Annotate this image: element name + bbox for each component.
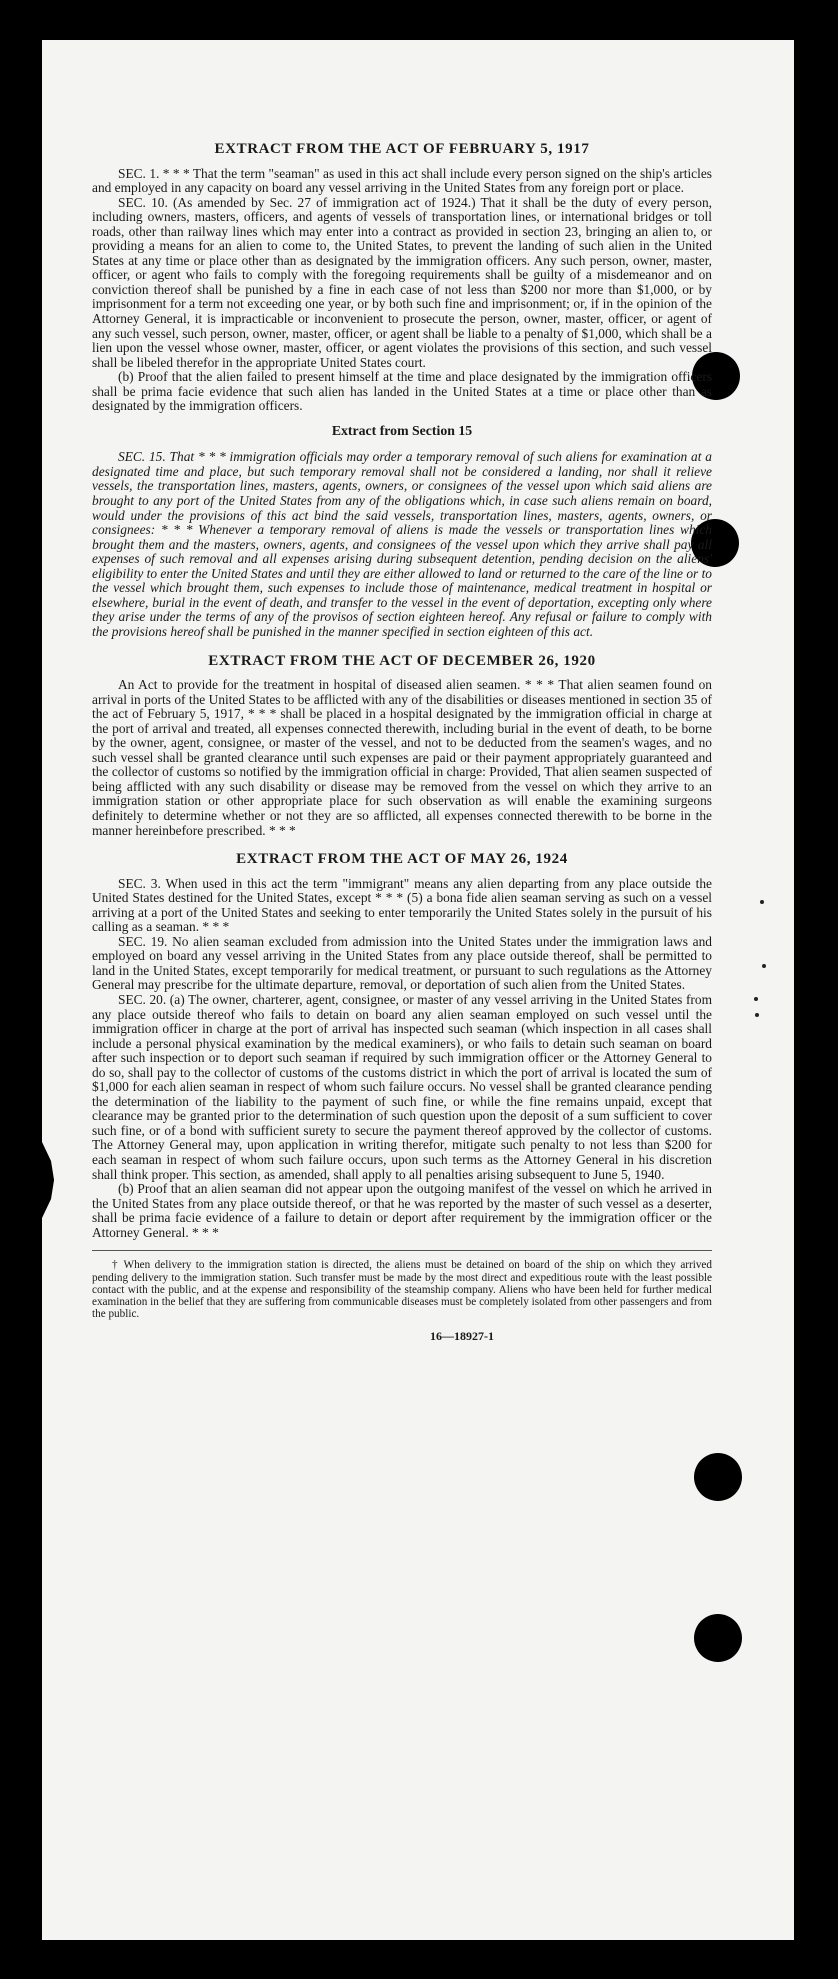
paragraph-sec15: SEC. 15. That * * * immigration officials may order a temporary removal of such aliens for examination at a designated time and place, but such temporary removal shall not be considered a landing, nor shall it relieve vessels, the transportation lines, masters, agents, owners, or consignees of the vessel upon which said aliens are brought to any port of the United States from any of the obligations which, in case such aliens remain on board, would under the provisions of this act bind the said vessels, transportation lines, masters, agents, owners, or consignees: * * * Whenever a temporary removal of aliens is made the vessels or transportation lines which brought them and the masters, owners, agents, and consignees of the vessel upon which they arrive shall pay all expenses of such removal and all expenses arising during subsequent detention, pending decision on the aliens' eligibility to enter the United States and until they are either allowed to land or returned to the care of the line or to the vessel which brought them, such expenses to include those of maintenance, medical treatment in hospital or elsewhere, burial in the event of death, and transfer to the vessel in the event of deportation, excepting only where they arise under the terms of any of the provisos of section eighteen hereof. Any refusal or failure to comply with the provisions hereof shall be punished in the manner specified in section eighteen of this act. [92,449,712,639]
footnote-text: † When delivery to the immigration station is directed, the aliens must be detained on board of the ship on which they arrived pending delivery to the immigration station. Such transfer must be made by the most direct and expeditious route with the least possible contact with the public, and at the expense and responsibility of the steamship company. Aliens who have been held for further medical examination in the belief that they are suffering from communicable diseases must be completely isolated from other passengers and from the public. [92,1259,712,1321]
scan-speck [760,900,764,904]
scan-speck [762,964,766,968]
paragraph-1924-sec19: SEC. 19. No alien seaman excluded from admission into the United States under the immigration laws and employed on board any vessel arriving in the United States from any place outside thereof, shall be permitted to land in the United States, except temporarily for medical treatment, or pursuant to such regulations as the Attorney General may prescribe for the ultimate departure, removal, or deportation of such alien from the United States. [92,933,712,993]
section-title-1917: EXTRACT FROM THE ACT OF FEBRUARY 5, 1917 [214,141,590,157]
paragraph-1924-sec20a: SEC. 20. (a) The owner, charterer, agent, consignee, or master of any vessel arriving in the United States from any place outside thereof who fails to detain on board any alien seaman employed on such vessel until the immigration officer in charge at the port of arrival has inspected such seaman (which inspection in all cases shall include a personal physical examination by the medical examiners), or who fails to detain such seaman on board after such inspection or to deport such seaman if required by such immigration officer or the Attorney General to do so, shall pay to the collector of customs of the customs district in which the port of arrival is located the sum of $1,000 for each alien seaman in respect of whom such failure occurs. No vessel shall be granted clearance pending the determination of the liability to the payment of such fine, or while the fine remains unpaid, except that clearance may be granted prior to the determination of such question upon the deposit of a sum sufficient to cover such fine, or of a bond with sufficient surety to secure the payment thereof approved by the collector of customs. The Attorney General may, upon application in writing therefor, mitigate such penalty to not less than $200 for each seaman in respect of whom such failure occurs, upon such terms as the Attorney General in his discretion shall think proper. This section, as amended, shall apply to all penalties arising subsequent to June 5, 1940. [92,991,712,1182]
punch-hole [694,1614,742,1662]
paragraph-1917-sec1: SEC. 1. * * * That the term "seaman" as used in this act shall include every person signed on the ship's articles and employed in any capacity on board any vessel arriving in the United States from any foreign port or place. [92,165,712,196]
scan-speck [754,997,758,1001]
paragraph-1924-sec3: SEC. 3. When used in this act the term "immigrant" means any alien departing from any place outside the United States destined for the United States, except * * * (5) a bona fide alien seaman serving as such on a vessel arriving at a port of the United States and seeking to enter temporarily the United States solely in the pursuit of his calling as a seaman. * * * [92,875,712,935]
paragraph-1920: An Act to provide for the treatment in hospital of diseased alien seamen. * * * That alien seamen found on arrival in ports of the United States to be afflicted with any of the disabilities or diseases mentioned in section 35 of the act of February 5, 1917, * * * shall be placed in a hospital designated by the immigration official in charge at the port of arrival and treated, all expenses connected therewith, including burial in the event of death, to be borne by the owner, agent, consignee, or master of the vessel, and not to be deducted from the seamen's wages, and no such vessel shall be granted clearance until such expenses are paid or their payment appropriately guaranteed and the collector of customs so notified by the immigration official in charge: Provided, That alien seamen suspected of being afflicted with any such disability or disease may be removed from the vessel on which they arrive to an immigration station or other appropriate place for such observation as will enable the examining surgeons definitely to determine whether or not they are so afflicted, all expenses connected therewith to be borne in the manner hereinbefore prescribed. * * * [92,677,712,838]
punch-hole [694,1453,742,1501]
paragraph-1924-sec20b: (b) Proof that an alien seaman did not appear upon the outgoing manifest of the vessel on which he arrived in the United States from any place outside thereof, or that he was reported by the master of such vessel as a deserter, shall be prima facie evidence of a failure to detain or deport after requirement by the immigration officer or the Attorney General. * * * [92,1181,712,1240]
footnote-divider [92,1250,712,1251]
paragraph-1917-sec10: SEC. 10. (As amended by Sec. 27 of immigration act of 1924.) That it shall be the duty of every person, including owners, masters, officers, and agents of vessels of transportation lines, or international bridges or toll roads, other than railway lines which may enter into a contract as provided in section 23, bringing an alien to, or providing a means for an alien to come to, the United States, to prevent the landing of such alien in the United States at any time or place other than as designated by the immigration officers. Any such person, owner, master, officer, or agent who fails to comply with the foregoing requirements shall be guilty of a misdemeanor and on conviction thereof shall be punished by a fine in each case of not less than $200 nor more than $1,000, or by imprisonment for a term not exceeding one year, or by both such fine and imprisonment; or, if in the opinion of the Attorney General, it is impracticable or inconvenient to prosecute the person, owner, master, officer, or agent of any such vessel, such person, owner, master, officer, or agent shall be liable to a penalty of $1,000, which shall be a lien upon the vessel whose owner, master, officer, or agent violates the provisions of this section, and such vessel shall be libeled therefor in the appropriate United States court. [92,194,712,370]
document-body [92,142,712,1343]
paragraph-1917-b: (b) Proof that the alien failed to present himself at the time and place designated by the immigration officers shall be prima facie evidence that such alien has landed in the United States at a time or place other than as designated by the immigration officers. [92,369,712,414]
section-title-1920: EXTRACT FROM THE ACT OF DECEMBER 26, 1920 [208,652,596,669]
scan-speck [755,1013,759,1017]
section-title-1924: EXTRACT FROM THE ACT OF MAY 26, 1924 [236,851,568,868]
footnote [92,1259,712,1320]
heading-section-15: Extract from Section 15 [331,422,473,438]
form-number: 16—18927-1 [430,1328,494,1343]
